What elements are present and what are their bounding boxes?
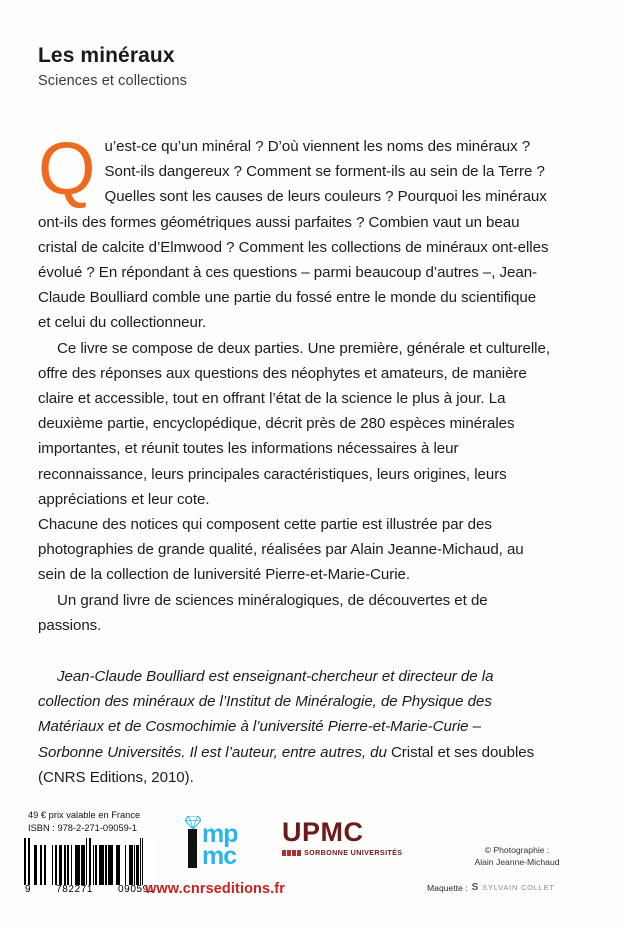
isbn-label: ISBN : 978-2-271-09059-1 (28, 822, 138, 833)
book-title: Les minéraux (38, 44, 175, 67)
price-label: 49 € prix valable en France (28, 810, 141, 820)
drop-cap-letter: Q (38, 127, 96, 210)
maquette-name: SYLVAIN COLLET (482, 883, 555, 892)
upmc-name: UPMC (282, 817, 364, 847)
maquette-label: Maquette : (427, 882, 468, 893)
blurb-paragraph-4-text: Un grand livre de sciences minéralogiques, de découvertes et de passions. (38, 591, 488, 634)
upmc-subtitle: SORBONNE UNIVERSITÉS (304, 848, 403, 857)
blurb-paragraph-2-text: Ce livre se compose de deux parties. Une première, générale et culturelle, offre des réponses aux questions des néophytes et amateurs, de manière claire et accessible, tout en offrant l’état de la science le plus à jour. La deuxième partie, encyclopédique, décrit près de 280 espèces minérales importantes, et réunit toutes les informations nécessaires à leur reconnaissance, leurs principales caractéristiques, leurs origines, leurs appréciations et leur cote. (38, 339, 550, 508)
bio-book-title: Cristal et ses doubles (390, 743, 535, 761)
cover-header (38, 44, 558, 90)
sylvain-collet-logo-icon: S (471, 882, 479, 893)
photo-credit-label: © Photographie : (484, 845, 550, 855)
blurb-text (38, 127, 550, 638)
blurb-paragraph-2 (38, 336, 550, 512)
bio-text-after-title: (CNRS Editions, 2010). (38, 768, 194, 786)
author-biography (38, 664, 550, 790)
impmc-letter-i (188, 829, 197, 868)
impmc-line-1: mp (202, 820, 238, 848)
barcode-digit-group-right: 090591 (118, 884, 155, 895)
price-isbn-block (28, 809, 178, 834)
barcode-digit-group-left: 9 (25, 884, 32, 895)
upmc-logo (282, 817, 403, 857)
barcode-digit-group-mid: 782271 (56, 884, 94, 895)
cover-footer (0, 806, 625, 930)
impmc-line-2: mc (202, 842, 237, 870)
barcode-bars (24, 838, 156, 885)
publisher-url[interactable]: www.cnrseditions.fr (145, 881, 285, 897)
photo-credit-name: Alain Jeanne-Michaud (474, 857, 560, 867)
blurb-paragraph-4 (38, 588, 550, 638)
impmc-logo (188, 816, 264, 868)
maquette-credit (427, 882, 607, 893)
blurb-paragraph-3 (38, 512, 550, 588)
blurb-paragraph-3-text: Chacune des notices qui composent cette partie est illustrée par des photographies de grande qualité, réalisées par Alain Jeanne-Michaud, au sein de la collection de luniversité Pierre-et-Marie-Curie. (38, 516, 524, 584)
upmc-squares-icon (282, 850, 301, 856)
impmc-letters (202, 820, 238, 870)
blurb-paragraph-1-text: u’est-ce qu’un minéral ? D’où viennent les noms des minéraux ? Sont-ils dangereux ? Comment se forment-ils au sein de la Terre ? Quelles sont les causes de leurs couleurs ? Pourquoi les minéraux ont-ils des formes géométriques aussi parfaites ? Combien vaut un beau cristal de calcite d’Elmwood ? Comment les collections de minéraux ont-elles évolué ? En répondant à ces questions – parmi beaucoup d’autres –, Jean-Claude Boulliard comble une partie du fossé entre le monde du scientifique et celui du collectionneur. (38, 138, 549, 332)
blurb-paragraph-1 (38, 127, 550, 336)
bio-text-before-title: Jean-Claude Boulliard est enseignant-chercheur et directeur de la collection des minéraux de l’Institut de Minéralogie, de Physique des Matériaux et de Cosmochimie à l’université Pierre-et-Marie-Curie – Sorbonne Universités. Il est l’auteur, entre autres, du (38, 668, 494, 761)
diamond-icon (185, 816, 201, 829)
photo-credits (427, 844, 607, 868)
upmc-subtitle-row (282, 848, 403, 857)
book-subtitle: Sciences et collections (38, 73, 187, 90)
